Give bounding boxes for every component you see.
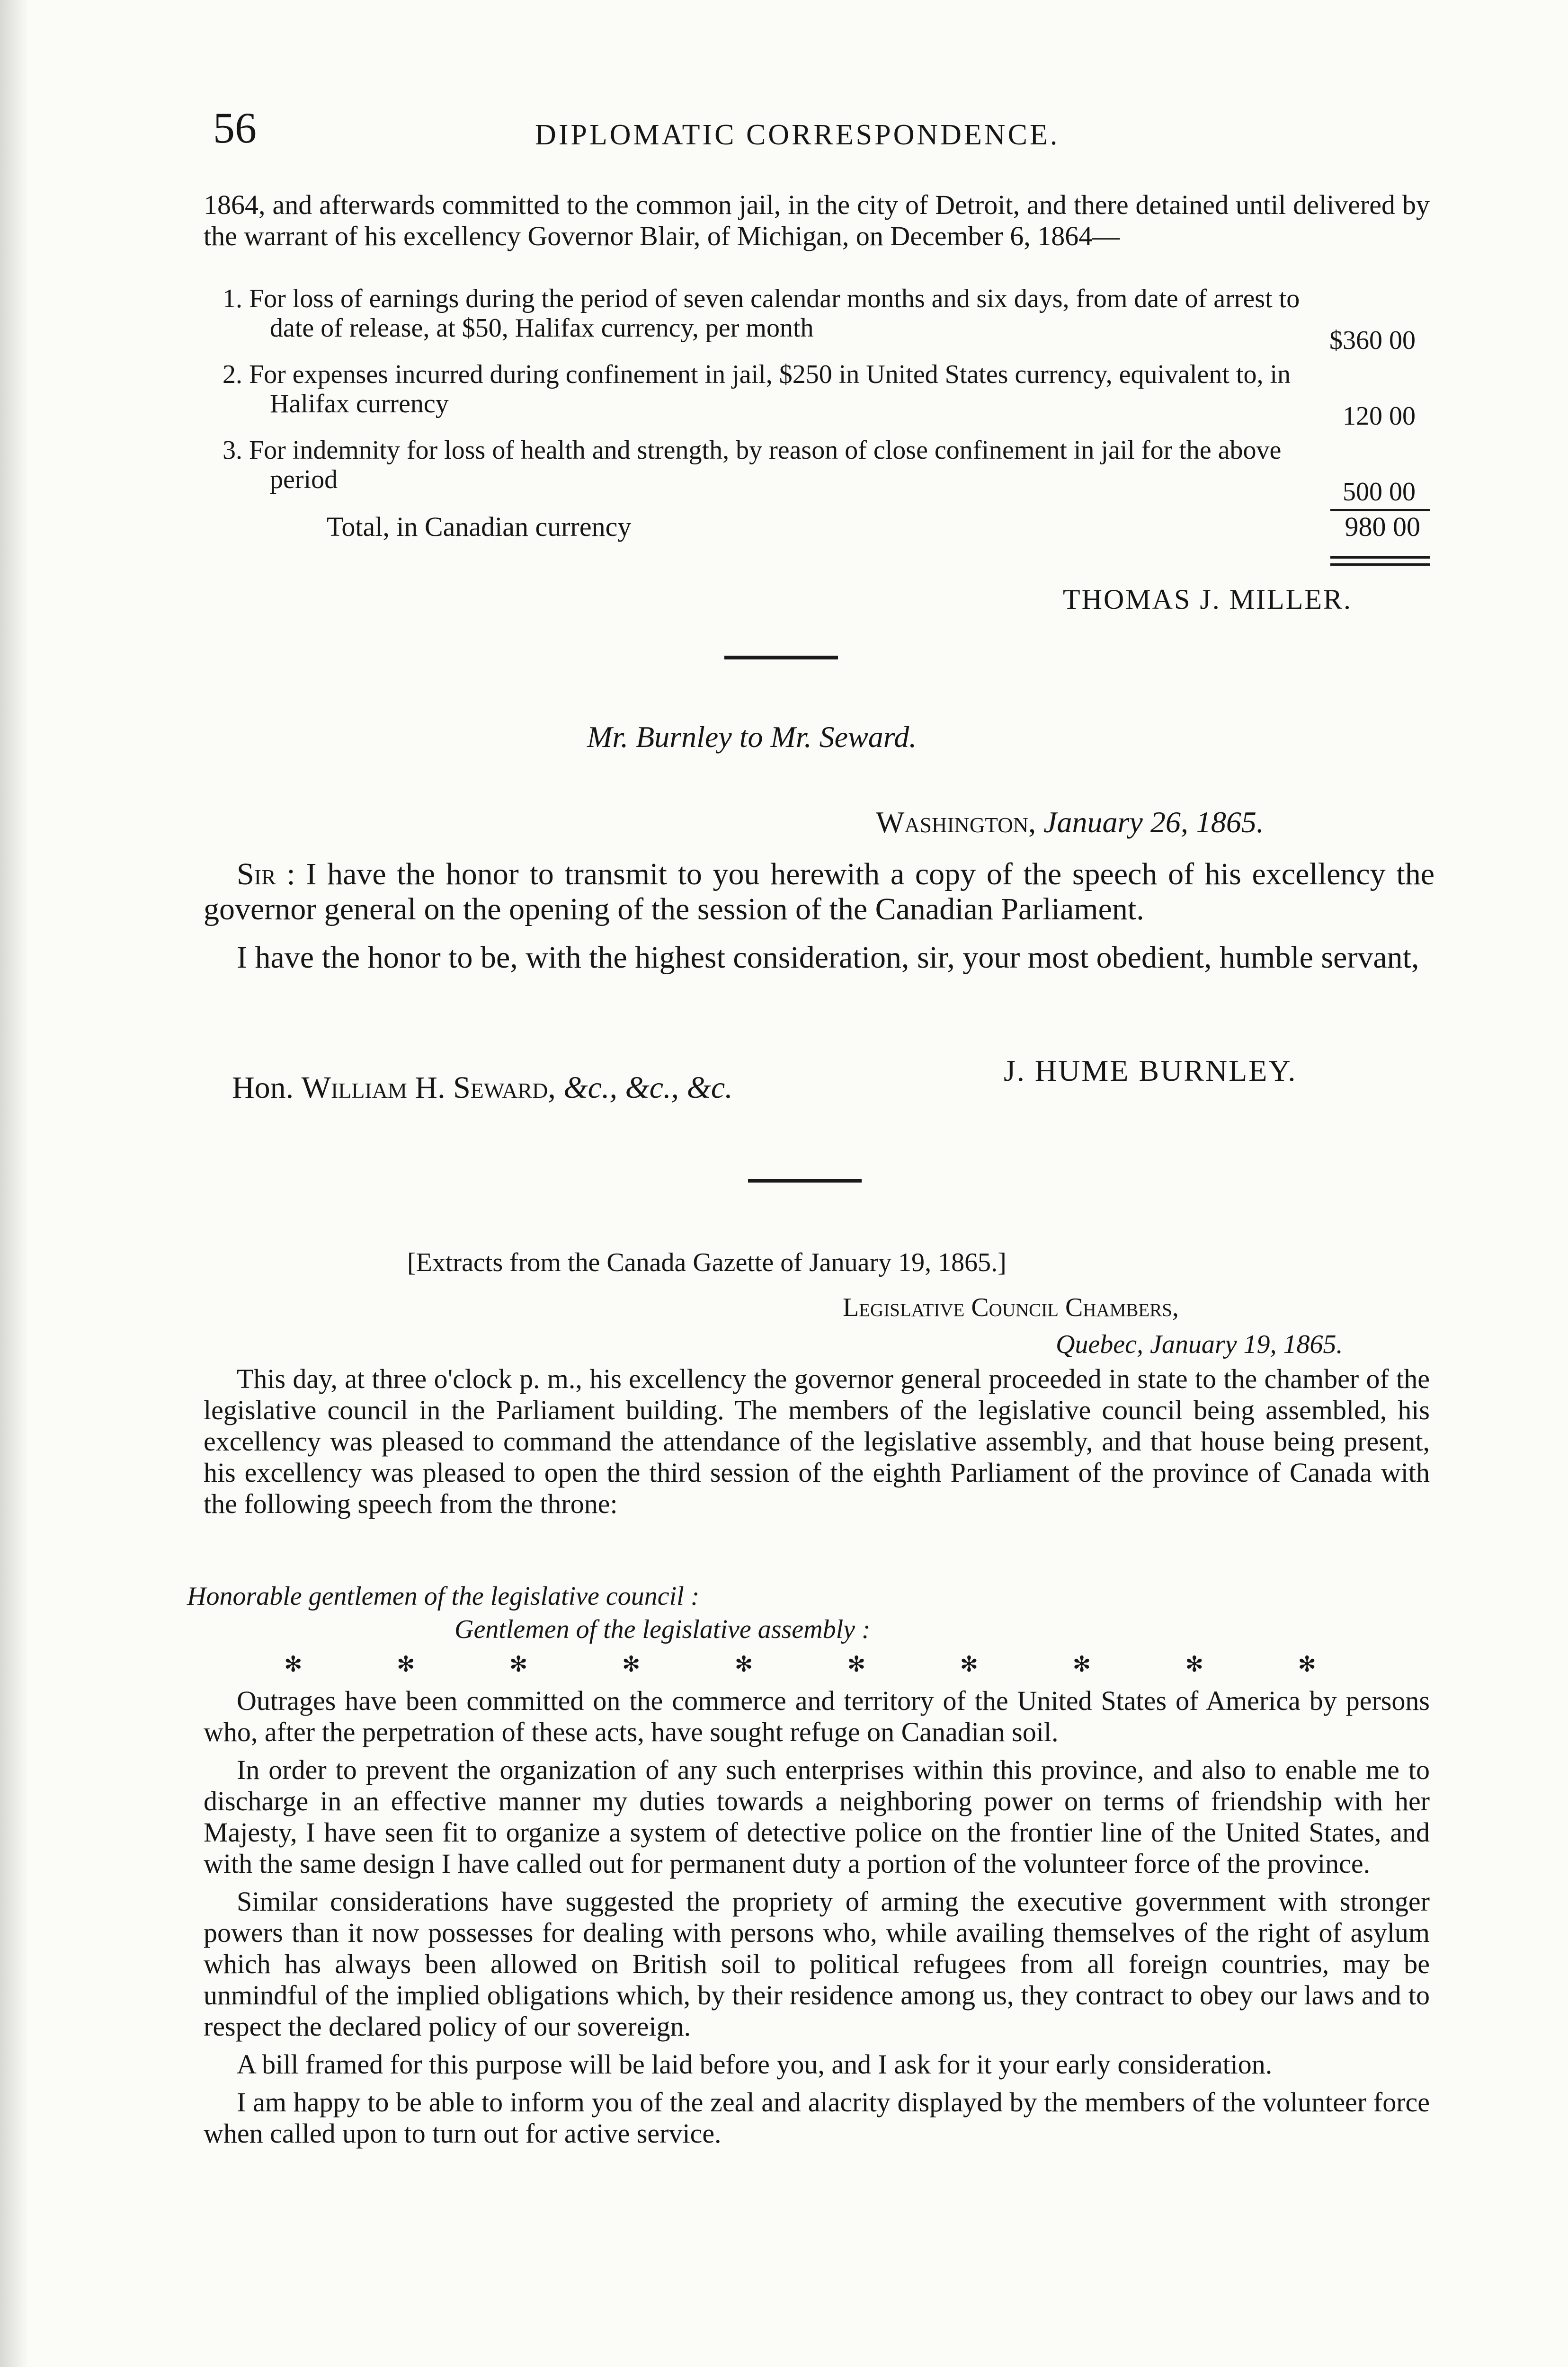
letter-date: January 26, 1865. — [1043, 805, 1264, 839]
letter-heading: Mr. Burnley to Mr. Seward. — [587, 720, 917, 754]
letter-place: Washington, — [876, 805, 1036, 839]
claim-item-text: 3. For indemnity for loss of health and strength, by reason of close confinement in jail for the above period — [223, 436, 1282, 494]
extract-heading: [Extracts from the Canada Gazette of January 19, 1865.] — [407, 1248, 1007, 1277]
speech-paragraph: Outrages have been committed on the commerce and territory of the United States of America by persons who, after the perpetration of these acts, have sought refuge on Canadian soil. — [204, 1685, 1430, 1747]
omission-mark: ✻ — [847, 1652, 866, 1676]
claim-item-amount: 500 00 — [1343, 477, 1416, 507]
extract-location: Legislative Council Chambers, — [843, 1293, 1179, 1322]
claim-total-row — [327, 511, 1420, 543]
speech-body — [204, 1685, 1430, 2149]
letter-addressee — [232, 1070, 733, 1106]
total-label: Total, in Canadian currency — [327, 511, 632, 542]
double-rule-top — [1330, 556, 1430, 559]
section-divider — [724, 656, 838, 659]
omission-mark: ✻ — [509, 1652, 528, 1676]
section-divider — [748, 1179, 862, 1183]
addressee-prefix: Hon. — [232, 1070, 294, 1105]
speech-paragraph: In order to prevent the organization of any such enterprises within this province, and also to enable me to discharge in an effective manner my duties towards a neighboring power on terms of friendship with her Majesty, I have seen fit to organize a system of detective police on the frontier line of the United States, and with the same design I have called out for permanent duty a portion of the volunteer force of the province. — [204, 1754, 1430, 1879]
omission-mark: ✻ — [622, 1652, 641, 1676]
claim-item-amount: $360 00 — [1329, 326, 1416, 355]
omission-mark: ✻ — [734, 1652, 753, 1676]
letter-paragraph-2: I have the honor to be, with the highest consideration, sir, your most obedient, humble servant, — [237, 940, 1419, 975]
letter-dateline — [876, 805, 1264, 840]
addressee-suffix: &c., &c., &c. — [563, 1070, 733, 1105]
omission-mark: ✻ — [1072, 1652, 1091, 1676]
page-header — [213, 102, 1430, 163]
claim-item-3 — [204, 436, 1430, 507]
claim-item-1 — [204, 284, 1430, 355]
burnley-signature: J. HUME BURNLEY. — [1004, 1054, 1297, 1087]
omission-mark: ✻ — [960, 1652, 979, 1676]
claim-item-text: 2. For expenses incurred during confinement in jail, $250 in United States currency, equivalent to, in Halifax currency — [223, 360, 1291, 418]
addressee-name: William H. Seward, — [301, 1070, 556, 1105]
omission-mark: ✻ — [396, 1652, 415, 1676]
letter-body — [204, 857, 1434, 975]
extract-intro: This day, at three o'clock p. m., his excellency the governor general proceeded in state to the chamber of the legislative council in the Parliament building. The members of the legislative council being assembled, his excellency was pleased to command the attendance of the legislative assembly, and that house being present, his excellency was pleased to open the third session of the eighth Parliament of the province of Canada with the following speech from the throne: — [204, 1363, 1430, 1519]
claim-item-2 — [204, 360, 1430, 431]
running-title: DIPLOMATIC CORRESPONDENCE. — [535, 119, 1060, 151]
address-assembly: Gentlemen of the legislative assembly : — [454, 1615, 871, 1644]
omission-mark: ✻ — [1298, 1652, 1316, 1676]
claim-item-amount: 120 00 — [1343, 401, 1416, 431]
speech-paragraph: A bill framed for this purpose will be laid before you, and I ask for it your early consideration. — [237, 2049, 1273, 2080]
omission-mark: ✻ — [1185, 1652, 1204, 1676]
claim-section — [204, 189, 1430, 252]
page-edge-shadow — [0, 0, 28, 2367]
extract-date: Quebec, January 19, 1865. — [1056, 1330, 1343, 1359]
letter-paragraph-1 — [204, 857, 1434, 927]
claim-items — [204, 284, 1430, 507]
page-number: 56 — [213, 104, 257, 152]
extract-intro-section — [204, 1363, 1430, 1520]
omission-marks — [284, 1651, 1316, 1677]
miller-signature: THOMAS J. MILLER. — [1063, 584, 1353, 615]
speech-paragraph: Similar considerations have suggested the propriety of arming the executive government with stronger powers than it now possesses for dealing with persons who, while availing themselves of the right of asylum which has always been allowed on British soil to political refugees from all foreign countries, may be unmindful of the implied obligations which, by their residence among us, they contract to obey our laws and to respect the declared policy of our sovereign. — [204, 1886, 1430, 2042]
omission-mark: ✻ — [284, 1652, 303, 1676]
claim-intro: 1864, and afterwards committed to the common jail, in the city of Detroit, and there detained until delivered by the warrant of his excellency Governor Blair, of Michigan, on December 6, 1864— — [204, 189, 1430, 251]
double-rule-bottom — [1330, 563, 1430, 566]
address-council: Honorable gentlemen of the legislative council : — [187, 1582, 700, 1611]
letter-salutation: Sir : — [237, 857, 295, 891]
total-amount: 980 00 — [1345, 511, 1420, 542]
letter-body-text: I have the honor to transmit to you herewith a copy of the speech of his excellency the governor general on the opening of the session of the Canadian Parliament. — [204, 857, 1434, 926]
speech-paragraph: I am happy to be able to inform you of the zeal and alacrity displayed by the members of the volunteer force when called upon to turn out for active service. — [204, 2087, 1430, 2149]
claim-item-text: 1. For loss of earnings during the period of seven calendar months and six days, from date of arrest to date of release, at $50, Halifax currency, per month — [223, 284, 1300, 343]
